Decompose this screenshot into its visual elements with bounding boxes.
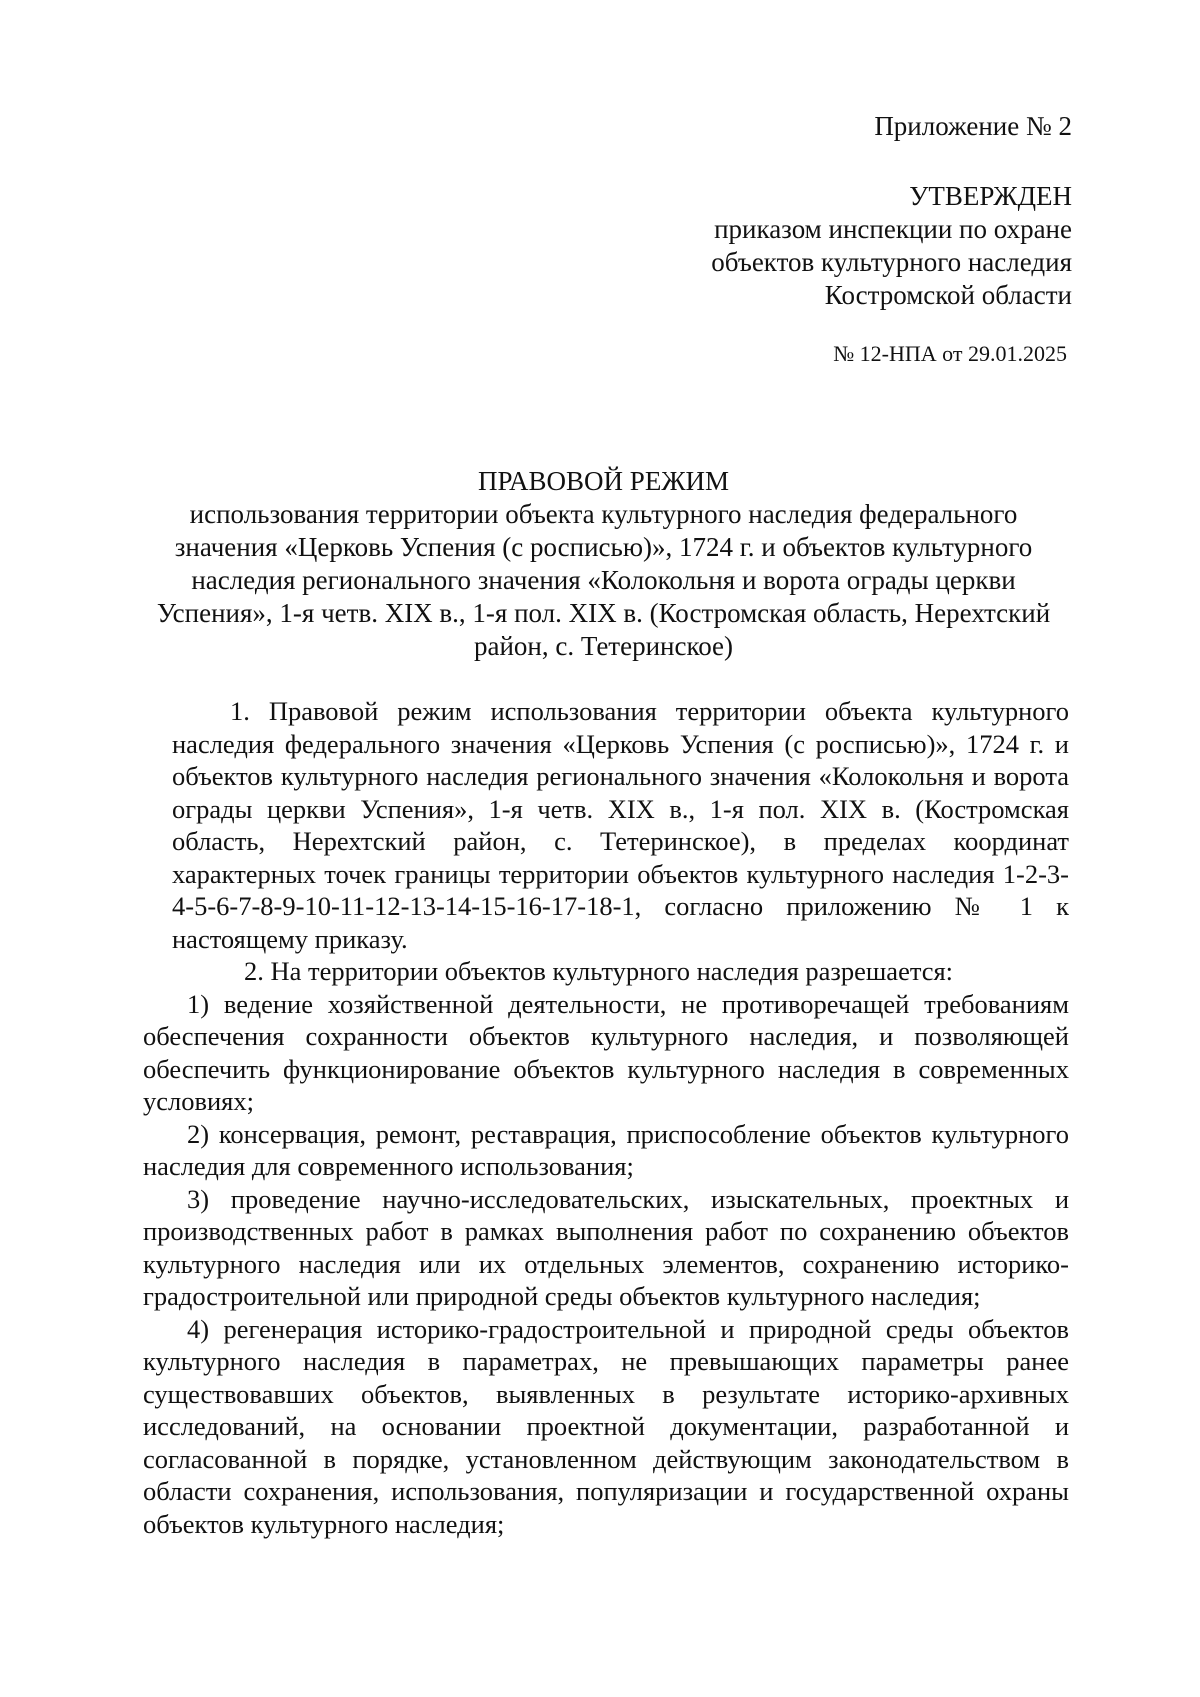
list-item: 2) консервация, ремонт, реставрация, приспособление объектов культурного наследия для современного использования; xyxy=(143,1118,1069,1181)
appendix-label: Приложение № 2 xyxy=(874,111,1072,141)
approved-by-line: Костромской области xyxy=(824,280,1072,310)
list-item: 1) ведение хозяйственной деятельности, не противоречащей требованиям обеспечения сохранности объектов культурного наследия, и позволяющей обеспечить функционирование объектов культурного наследия в современных условиях; xyxy=(143,988,1069,1116)
document-title xyxy=(145,465,1062,663)
approved-by-line: объектов культурного наследия xyxy=(711,247,1072,277)
approved-heading: УТВЕРЖДЕН xyxy=(909,181,1072,211)
approved-by-line: приказом инспекции по охране xyxy=(714,214,1072,244)
paragraph-1: 1. Правовой режим использования территории объекта культурного наследия федерального значения «Церковь Успения (с росписью)», 1724 г. и объектов культурного наследия регионального значения «Колокольня и ворота ограды церкви Успения», 1-я четв. XIX в., 1-я пол. XIX в. (Костромская область, Нерехтский район, с. Тетеринское), в пределах координат характерных точек границы территории объектов культурного наследия 1-2-3-4-5-6-7-8-9-10-11-12-13-14-15-16-17-18-1, согласно приложению № 1 к настоящему приказу. xyxy=(172,696,1069,954)
list-item: 4) регенерация историко-градостроительной и природной среды объектов культурного наследия в параметрах, не превышающих параметры ранее существовавших объектов, выявленных в результате историко-архивных исследований, на основании проектной документации, разработанной и согласованной в порядке, установленном действующим законодательством в области сохранения, использования, популяризации и государственной охраны объектов культурного наследия; xyxy=(143,1313,1069,1539)
order-number: № 12-НПА от 29.01.2025 xyxy=(833,341,1067,366)
title-subtitle: использования территории объекта культурного наследия федерального значения «Церковь Успения (с росписью)», 1724 г. и объектов культурного наследия регионального значения «Колокольня и ворота ограды церкви Успения», 1-я четв. XIX в., 1-я пол. XIX в. (Костромская область, Нерехтский район, с. Тетеринское) xyxy=(156,499,1051,661)
title-main: ПРАВОВОЙ РЕЖИМ xyxy=(477,466,730,496)
list-item: 3) проведение научно-исследовательских, изыскательных, проектных и производственных работ в рамках выполнения работ по сохранению объектов культурного наследия или их отдельных элементов, сохранению историко-градостроительной или природной среды объектов культурного наследия; xyxy=(143,1183,1069,1311)
body-block xyxy=(143,955,1069,1540)
approval-block xyxy=(711,180,1072,312)
point-2: 2. На территории объектов культурного наследия разрешается: xyxy=(244,956,954,986)
